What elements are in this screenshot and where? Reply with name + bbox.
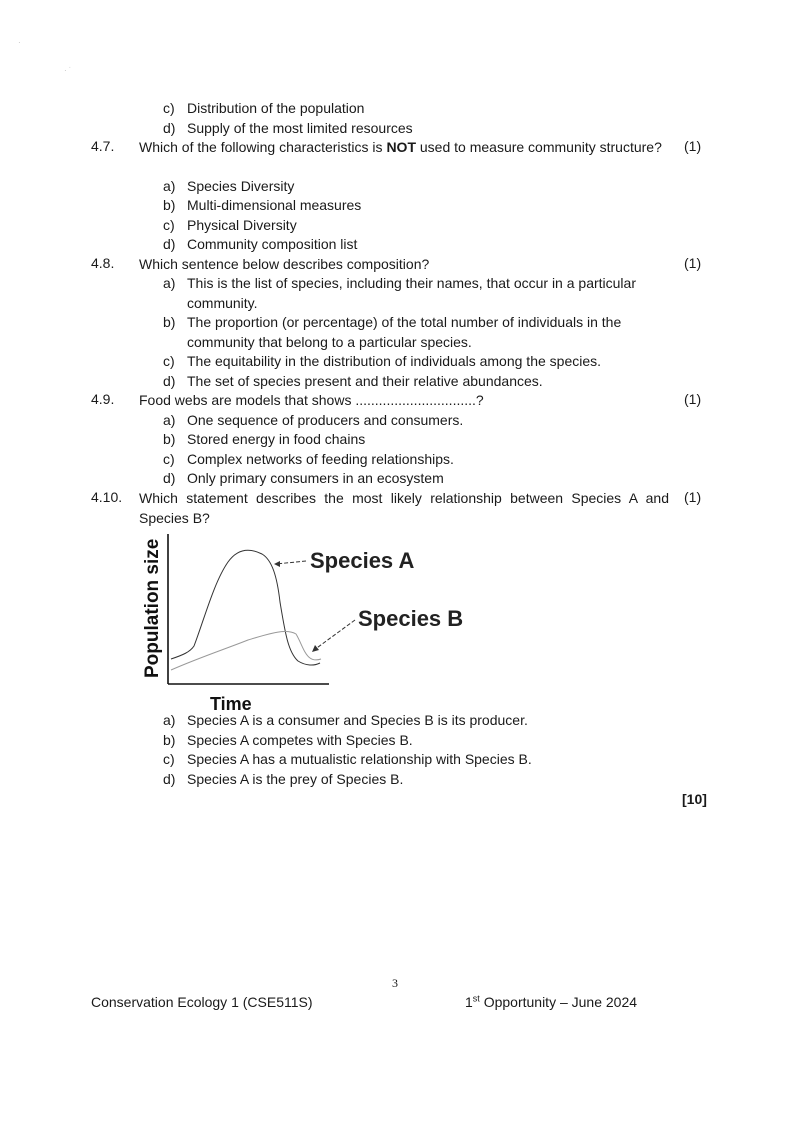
question-text: Which statement describes the most likely relationship between Species A and Species B? <box>139 490 669 526</box>
question-mark: (1) <box>684 138 702 154</box>
question-text: Which sentence below describes composition? <box>139 256 430 272</box>
scan-speck: · ˙ <box>64 66 72 75</box>
q410-option-d: d) Species A is the prey of Species B. <box>163 771 404 787</box>
species-a-label: Species A <box>310 548 415 573</box>
q410-option-a: a) Species A is a consumer and Species B is its producer. <box>163 712 528 728</box>
graph-x-label: Time <box>210 694 252 714</box>
scan-speck: · <box>18 38 21 47</box>
question-text: Food webs are models that shows ...............................? <box>139 392 484 408</box>
species-a-arrowhead <box>274 561 280 567</box>
species-a-arrow <box>276 561 306 564</box>
question-number: 4.9. <box>91 391 115 407</box>
q47-option-d: d) Community composition list <box>163 236 358 252</box>
population-graph <box>138 530 498 716</box>
species-b-arrowhead <box>312 645 319 652</box>
q410-option-b: b) Species A competes with Species B. <box>163 732 413 748</box>
section-total: [10] <box>682 791 707 807</box>
q47-option-a: a) Species Diversity <box>163 178 295 194</box>
q47-option-b: b) Multi-dimensional measures <box>163 197 362 213</box>
q410-option-c: c) Species A has a mutualistic relationship with Species B. <box>163 751 532 767</box>
question-mark: (1) <box>684 255 702 271</box>
q48-option-a: a) This is the list of species, including their names, that occur in a particular community. <box>163 275 636 311</box>
q49-option-d: d) Only primary consumers in an ecosystem <box>163 470 444 486</box>
q48-option-d: d) The set of species present and their relative abundances. <box>163 373 543 389</box>
question-number: 4.10. <box>91 489 123 505</box>
graph-y-label: Population size <box>142 538 163 678</box>
question-text: Which of the following characteristics is NOT used to measure community structure? <box>139 139 662 155</box>
species-b-arrow <box>314 620 355 650</box>
question-mark: (1) <box>684 391 702 407</box>
species-a-curve <box>171 550 320 665</box>
q48-option-b: b) The proportion (or percentage) of the total number of individuals in the community that belong to a particular species. <box>163 314 622 350</box>
page-number: 3 <box>392 976 398 990</box>
q47-option-c: c) Physical Diversity <box>163 217 297 233</box>
q46-option-d: d) Supply of the most limited resources <box>163 120 413 136</box>
q49-option-c: c) Complex networks of feeding relationships. <box>163 451 454 467</box>
q49-option-b: b) Stored energy in food chains <box>163 431 366 447</box>
species-b-label: Species B <box>358 606 464 631</box>
footer-course: Conservation Ecology 1 (CSE511S) <box>91 994 313 1010</box>
question-mark: (1) <box>684 489 702 505</box>
q49-option-a: a) One sequence of producers and consumers. <box>163 412 464 428</box>
q48-option-c: c) The equitability in the distribution of individuals among the species. <box>163 353 602 369</box>
question-number: 4.8. <box>91 255 115 271</box>
footer-opportunity: 1st Opportunity – June 2024 <box>465 993 638 1010</box>
species-b-curve <box>171 632 321 670</box>
question-number: 4.7. <box>91 138 115 154</box>
q46-option-c: c) Distribution of the population <box>163 100 365 116</box>
